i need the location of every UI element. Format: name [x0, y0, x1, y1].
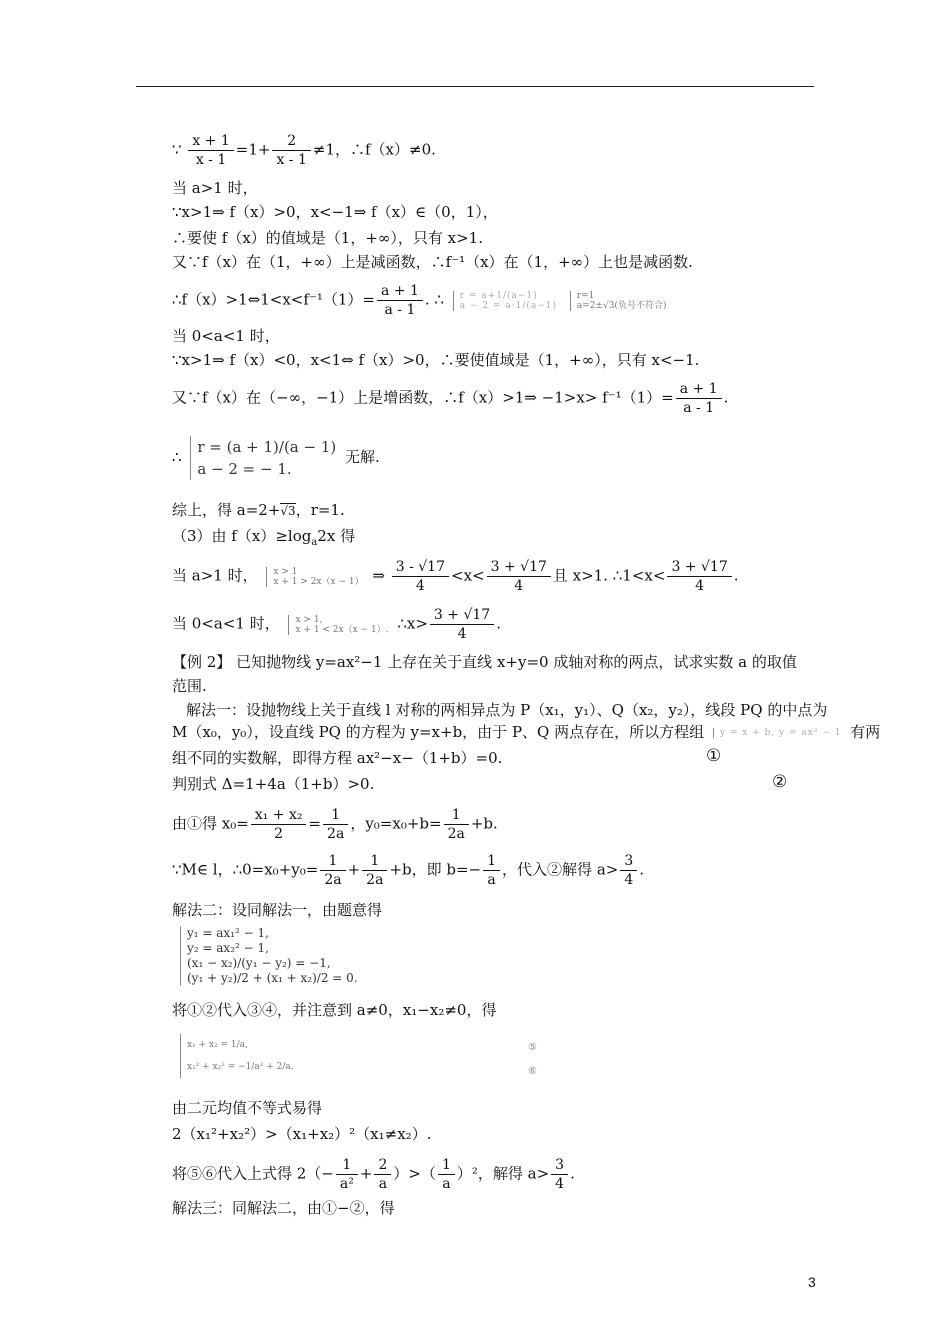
text: =1+ [235, 140, 271, 159]
equation: r = a+1/(a−1) [459, 290, 538, 301]
denominator: 2a [447, 826, 465, 842]
denominator: a - 1 [384, 302, 416, 318]
line-2: 当 a>1 时， [172, 179, 258, 197]
fraction [551, 1156, 568, 1193]
numerator: 3 [620, 852, 637, 871]
equation-system [713, 728, 842, 738]
text: ∵M∈ l，∴0=x₀+y₀= [172, 860, 319, 879]
denominator: 2a [327, 826, 345, 842]
text: 当 0<a<1 时， [172, 614, 280, 633]
denominator: a [442, 1176, 451, 1192]
line-29 [172, 1156, 575, 1193]
denominator: 4 [415, 578, 425, 594]
equation-system [570, 291, 667, 311]
line-12 [172, 526, 355, 546]
line-9 [172, 380, 728, 417]
text: + [359, 1164, 373, 1183]
text: ∵ [172, 140, 182, 159]
numerator: 2 [272, 132, 310, 151]
line-16: 范围. [172, 677, 207, 695]
denominator: a [378, 1176, 388, 1192]
equation: y = x + b, y = ax² − 1 [719, 728, 842, 738]
fraction [392, 558, 449, 595]
equation: x₁² + x₂² = −1/a² + 2/a. [187, 1062, 294, 1072]
equation: a=2±√3(负号不符合) [576, 300, 667, 311]
text: + [347, 860, 361, 879]
text: ，y₀=x₀+b= [350, 814, 442, 833]
circled-1: ① [706, 746, 722, 766]
equation: y₁ = ax₁² − 1, [187, 926, 269, 940]
text: （3）由 f（x）≥log [172, 527, 312, 545]
numerator: a + 1 [377, 282, 423, 301]
line-3: ∵x>1⇒ f（x）>0，x<−1⇒ f（x）∈（0，1）， [172, 203, 498, 221]
equation-system [288, 615, 388, 635]
numerator: x₁ + x₂ [251, 806, 307, 825]
line-8: ∵x>1⇒ f（x）<0，x<1⇔ f（x）>0，∴要使值域是（1，+∞），只有 x<−1. [172, 351, 700, 369]
fraction [483, 852, 500, 889]
text: ∴x> [397, 614, 428, 633]
equation-system [266, 567, 363, 587]
text: 将⑤⑥代入上式得 2（− [172, 1164, 334, 1183]
text: +b. [470, 814, 498, 833]
text: <x< [451, 566, 485, 585]
numerator: 3 + √17 [430, 606, 494, 625]
text: . ∴ [424, 290, 444, 309]
text: ≠1，∴f（x）≠0. [312, 140, 436, 159]
text: . [723, 388, 729, 407]
fraction [676, 380, 722, 417]
equation: x₁ + x₂ = 1/a, [187, 1040, 248, 1050]
circled-5: ⑤ [528, 1042, 537, 1053]
numerator: 2 [374, 1156, 391, 1175]
text: 当 a>1 时， [172, 566, 258, 585]
text: +b，即 b=− [389, 860, 482, 879]
fraction [620, 852, 637, 889]
denominator: 4 [457, 626, 467, 642]
fraction [374, 1156, 391, 1193]
numerator: a + 1 [676, 380, 722, 399]
equation: x > 1 [273, 566, 298, 577]
denominator: 2a [324, 872, 342, 888]
line-4: ∴要使 f（x）的值域是（1，+∞），只有 x>1. [172, 229, 483, 247]
line-19: 组不同的实数解，即得方程 ax²−x−（1+b）=0. [172, 749, 503, 767]
numerator: 3 + √17 [487, 558, 551, 577]
denominator: 4 [555, 1176, 565, 1192]
denominator: 2a [366, 872, 384, 888]
text: 且 x>1. ∴1<x< [552, 566, 666, 585]
line-28: 2（x₁²+x₂²）>（x₁+x₂）²（x₁≠x₂）. [172, 1125, 432, 1143]
line-22 [172, 852, 644, 889]
denominator: a [487, 872, 496, 888]
numerator: 1 [320, 852, 345, 871]
equation-system [180, 926, 358, 986]
line-1 [172, 132, 436, 169]
fraction [667, 558, 731, 595]
line-24-system [176, 926, 362, 986]
text: 2x 得 [317, 527, 356, 545]
equation-system [190, 436, 336, 480]
line-27: 由二元均值不等式易得 [172, 1099, 323, 1117]
denominator: 4 [695, 578, 705, 594]
line-18 [172, 722, 880, 742]
equation: x + 1 < 2x（x − 1）. [295, 624, 389, 635]
text: ∴f（x）>1⇔1<x<f⁻¹（1）= [172, 290, 375, 309]
circled-6: ⑥ [528, 1066, 537, 1077]
denominator: a² [339, 1176, 354, 1192]
equation: y₂ = ax₂² − 1, [187, 941, 269, 955]
fraction [377, 282, 423, 319]
line-11 [172, 500, 345, 521]
line-17: 解法一：设抛物线上关于直线 l 对称的两相异点为 P（x₁，y₁）、Q（x₂，y₂），线段 PQ 的中点为 [186, 701, 828, 719]
text: . [733, 566, 739, 585]
text: 由①得 x₀= [172, 814, 249, 833]
text: 有两 [850, 723, 881, 741]
text: ）>（ [393, 1164, 436, 1183]
equation-system [453, 291, 557, 311]
denominator: 4 [624, 872, 634, 888]
text: . [496, 614, 501, 633]
equation: a − 2 = a·1/(a−1) [459, 300, 558, 311]
fraction [362, 852, 387, 889]
text: = [308, 814, 322, 833]
numerator: 1 [444, 806, 469, 825]
fraction [251, 806, 307, 843]
equation: (x₁ − x₂)/(y₁ − y₂) = −1, [187, 956, 331, 970]
text: . [639, 860, 645, 879]
numerator: x + 1 [188, 132, 233, 151]
text: 又∵f（x）在（−∞，−1）上是增函数，∴f（x）>1⇒ −1>x> f⁻¹（1）= [172, 388, 674, 407]
denominator: 2 [274, 826, 284, 842]
fraction [444, 806, 469, 843]
line-21 [172, 806, 498, 843]
fraction [188, 132, 233, 169]
fraction [272, 132, 310, 169]
numerator: 1 [438, 1156, 455, 1175]
text: . [570, 1164, 575, 1183]
numerator: 1 [483, 852, 500, 871]
denominator: a - 1 [683, 400, 715, 416]
subscript: a [311, 537, 318, 548]
denominator: 4 [514, 578, 524, 594]
equation: (y₁ + y₂)/2 + (x₁ + x₂)/2 = 0. [187, 971, 358, 985]
text: M（x₀，y₀），设直线 PQ 的方程为 y=x+b，由于 P、Q 两点存在，所以方程组 [172, 723, 705, 741]
line-14 [172, 606, 501, 643]
equation: a − 2 = − 1. [197, 460, 292, 478]
line-5: 又∵f（x）在（1，+∞）上是减函数，∴f⁻¹（x）在（1，+∞）上也是减函数. [172, 253, 693, 271]
numerator: 3 + √17 [667, 558, 731, 577]
denominator: x - 1 [276, 152, 307, 168]
equation: x + 1 > 2x（x − 1） [273, 576, 364, 587]
line-26-system [176, 1034, 298, 1078]
text: ，代入②解得 a> [502, 860, 619, 879]
text: ⇒ [372, 566, 385, 585]
equation: x > 1, [295, 614, 323, 625]
line-23: 解法二：设同解法一，由题意得 [172, 901, 383, 919]
numerator: 1 [323, 806, 348, 825]
page-number: 3 [808, 1274, 816, 1290]
denominator: x - 1 [195, 152, 227, 168]
numerator: 3 - √17 [392, 558, 449, 577]
text: ，r=1. [295, 501, 345, 519]
circled-2: ② [772, 772, 788, 792]
fraction [438, 1156, 455, 1193]
text: ）²，解得 a> [456, 1164, 550, 1183]
numerator: 1 [336, 1156, 358, 1175]
line-10 [172, 436, 380, 480]
sqrt-3: √3 [280, 504, 296, 518]
fraction [323, 806, 348, 843]
fraction [336, 1156, 358, 1193]
fraction [487, 558, 551, 595]
example-2-title: 【例 2】 已知抛物线 y=ax²−1 上存在关于直线 x+y=0 成轴对称的两点，试求实数 a 的取值 [172, 653, 797, 671]
numerator: 3 [551, 1156, 568, 1175]
equation: r = (a + 1)/(a − 1) [197, 438, 337, 456]
line-20: 判别式 Δ=1+4a（1+b）>0. [172, 775, 375, 793]
fraction [320, 852, 345, 889]
header-rule [136, 86, 814, 87]
fraction [430, 606, 494, 643]
line-6 [172, 282, 670, 319]
line-7: 当 0<a<1 时， [172, 327, 280, 345]
equation: r=1 [576, 290, 595, 301]
text: 综上，得 a=2+ [172, 501, 281, 519]
line-13 [172, 558, 739, 595]
equation-system [180, 1034, 294, 1078]
text: 无解. [345, 448, 380, 466]
line-25: 将①②代入③④，并注意到 a≠0，x₁−x₂≠0，得 [172, 1001, 497, 1019]
numerator: 1 [362, 852, 387, 871]
line-30: 解法三：同解法二，由①−②，得 [172, 1199, 395, 1217]
text: ∴ [172, 448, 182, 466]
